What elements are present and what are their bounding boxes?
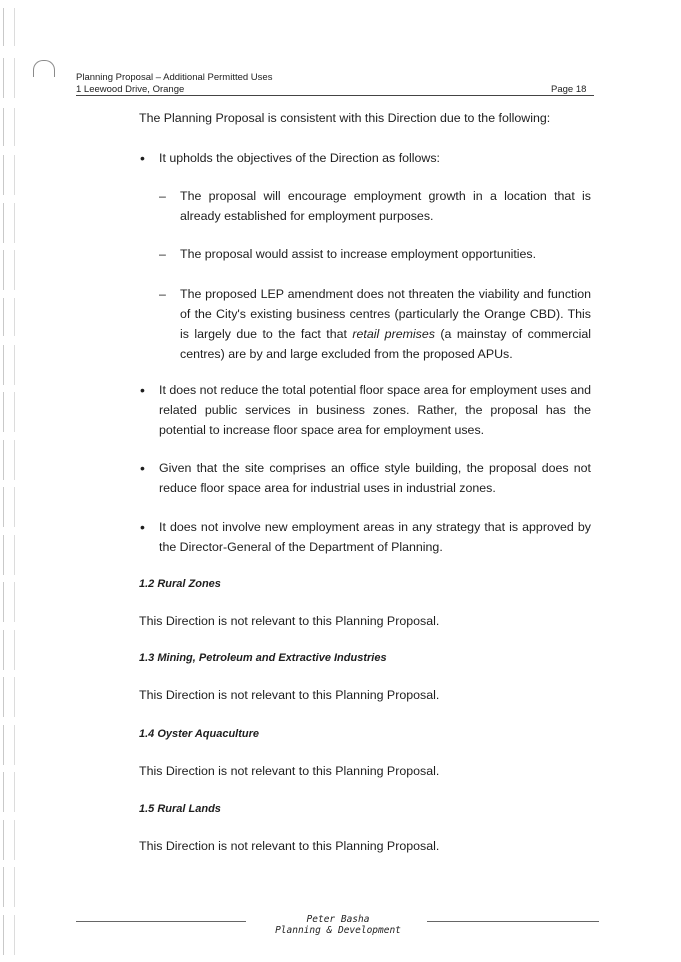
section-body: This Direction is not relevant to this Planning Proposal.: [139, 839, 440, 853]
binding-mark: [3, 582, 15, 622]
header-rule: [76, 95, 594, 96]
binding-mark: [3, 108, 15, 146]
header-subtitle: 1 Leewood Drive, Orange: [76, 84, 185, 95]
bullet-marker: •: [140, 382, 145, 398]
sub-item-text: (a mainstay of commercial centres) are by and large excluded from the proposed APUs.: [180, 327, 591, 361]
binding-mark: [3, 203, 15, 243]
bullet-item: It does not reduce the total potential floor space area for employment uses and related public services in business zones. Rather, the proposal has the potential to increase floor space area for employment uses.: [159, 383, 591, 437]
sub-item-emphasis: retail premises: [352, 327, 435, 341]
footer-company: Planning & Development: [275, 925, 401, 936]
binding-mark: [3, 535, 15, 575]
binding-mark: [3, 155, 15, 195]
section-heading: 1.3 Mining, Petroleum and Extractive Industries: [139, 652, 387, 664]
binding-mark: [3, 58, 15, 98]
binding-mark: [3, 725, 15, 765]
binding-mark: [3, 8, 15, 46]
binding-mark: [3, 298, 15, 336]
binding-mark: [3, 915, 15, 955]
page-curl-mark: [33, 60, 55, 77]
binding-mark: [3, 250, 15, 290]
section-body: This Direction is not relevant to this Planning Proposal.: [139, 688, 440, 702]
sub-item: [180, 284, 591, 364]
footer-rule-left: [76, 921, 246, 922]
bullet-marker: •: [140, 460, 145, 476]
footer-name: Peter Basha: [306, 914, 370, 925]
section-heading: 1.2 Rural Zones: [139, 578, 221, 590]
section-heading: 1.4 Oyster Aquaculture: [139, 728, 260, 740]
bullet-item: Given that the site comprises an office style building, the proposal does not reduce floor space area for industrial uses in industrial zones.: [159, 461, 591, 495]
bullet-item: It upholds the objectives of the Direction as follows:: [159, 151, 441, 165]
bullet-marker: •: [140, 519, 145, 535]
binding-mark: [3, 440, 15, 480]
sub-item: The proposal would assist to increase employment opportunities.: [180, 247, 537, 261]
dash-marker: –: [159, 247, 166, 261]
sub-item-text: The proposed LEP amendment does not threaten the viability and function of the City's existing business centres (particularly the Orange CBD). This is largely due to the fact that: [180, 287, 591, 341]
dash-marker: –: [159, 287, 166, 301]
section-body: This Direction is not relevant to this Planning Proposal.: [139, 764, 440, 778]
binding-mark: [3, 867, 15, 907]
dash-marker: –: [159, 189, 166, 203]
binding-mark: [3, 820, 15, 860]
intro-paragraph: The Planning Proposal is consistent with this Direction due to the following:: [139, 111, 551, 125]
header-title: Planning Proposal – Additional Permitted Uses: [76, 72, 273, 83]
section-heading: 1.5 Rural Lands: [139, 803, 221, 815]
footer-rule-right: [427, 921, 599, 922]
binding-mark: [3, 345, 15, 385]
binding-mark: [3, 630, 15, 670]
page-number: Page 18: [551, 84, 587, 95]
bullet-marker: •: [140, 150, 145, 166]
sub-item: The proposal will encourage employment growth in a location that is already established for employment purposes.: [180, 189, 591, 223]
binding-mark: [3, 772, 15, 812]
bullet-item: It does not involve new employment areas in any strategy that is approved by the Director-General of the Department of Planning.: [159, 520, 591, 554]
binding-mark: [3, 677, 15, 717]
section-body: This Direction is not relevant to this Planning Proposal.: [139, 614, 440, 628]
binding-mark: [3, 392, 15, 432]
binding-mark: [3, 487, 15, 527]
